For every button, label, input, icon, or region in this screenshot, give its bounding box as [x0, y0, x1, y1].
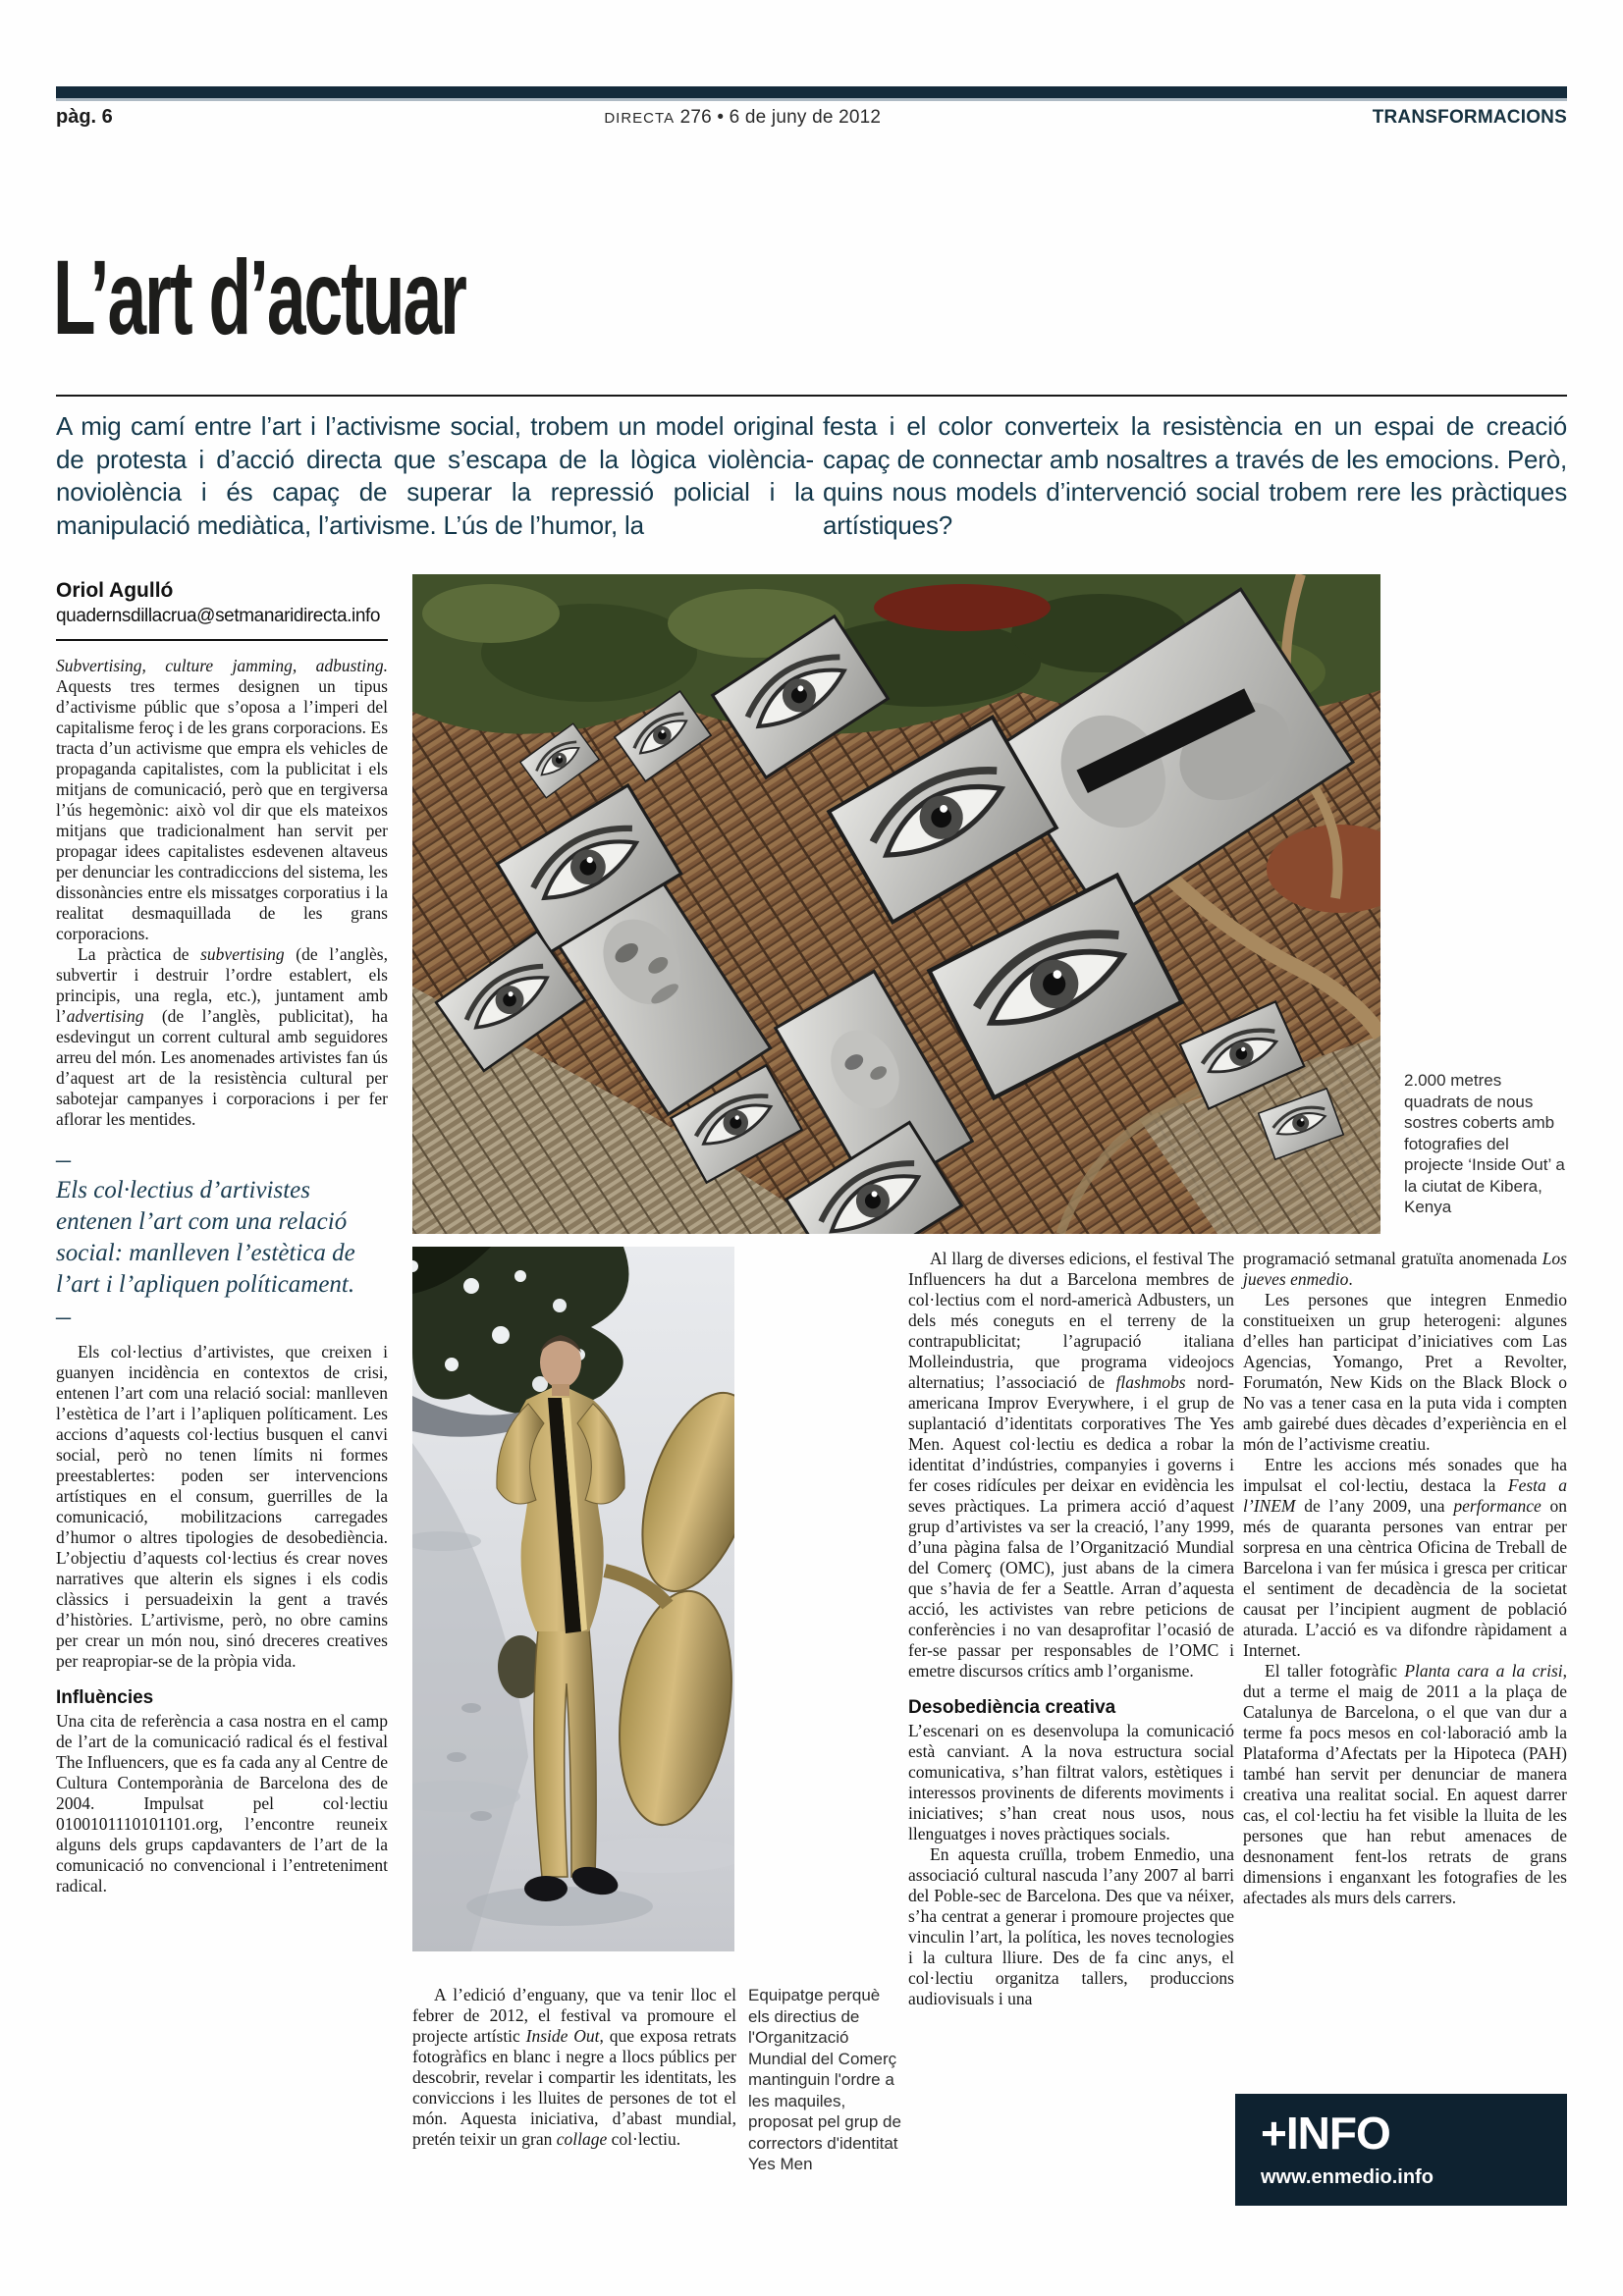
yes-men-gold-suit-photo: [412, 1247, 734, 1951]
lead-paragraph-left: A mig camí entre l’art i l’activisme social, trobem un model original de protesta i d’acció directa que s’escapa de la lògica violència-noviolència i és capaç de superar la repressió policial i la manipulació mediàtica, l’artivisme. L’ús de l’humor, la: [56, 411, 814, 540]
author-email: quadernsdillacrua@setmanaridirecta.info: [56, 606, 381, 626]
paragraph: L’escenari on es desenvolupa la comunicació està canviant. A la nova estructura social comunicativa, s’han filtrat valors, estètiques i interessos provinents de diferents moviments i iniciatives; s’han creat nous usos, nous llenguatges i noves pràctiques socials.: [908, 1721, 1234, 1843]
pull-quote: – Els col·lectius d’artivistes entenen l’art com una relació social: manlleven l’estètica de l’art i l’apliquen políticament. –: [56, 1143, 355, 1332]
info-box: [1235, 2094, 1567, 2206]
aerial-photo-kibera: [412, 574, 1380, 1234]
headline: L’art d’actuar: [53, 238, 465, 356]
lead-paragraph-right: festa i el color converteix la resistència en un espai de creació capaç de connectar amb nosaltres a través de les emocions. Però, quins nous models d’intervenció social trobem rere les pràctiques artístiques?: [823, 411, 1567, 540]
issue-info: [604, 107, 881, 129]
subheading: Desobediència creativa: [908, 1697, 1116, 1718]
subheading: Influències: [56, 1687, 154, 1708]
paragraph: Al llarg de diverses edicions, el festival The Influencers ha dut a Barcelona membres de col·lectius com el nord-americà Adbusters, un dels més coneguts en el terreny de la contrapublicitat; l’agrupació italiana Molleindustria, que programa videojocs alternatius; l’associació de flashmobs nord-americana Improv Everywhere, i el grup de suplantació d’identitats corporatives The Yes Men. Aquest col·lectiu es dedica a robar la identitat d’indústries, companyies i governs i fer coses ridícules per deixar en evidència les seves pràctiques. La primera acció d’aquest grup d’artivistes va ser la creació, l’any 1999, d’una pàgina falsa de l’Organització Mundial del Comerç (OMC), just abans de la cimera que s’havia de fer a Seattle. Arran d’aquesta acció, les activistes van rebre peticions de conferències i no van desaprofitar l’ocasió de fer-se passar per responsables de l’OMC i emetre discursos crítics amb l’organisme.: [908, 1249, 1235, 1681]
issue-date: 276 • 6 de juny de 2012: [679, 107, 882, 128]
author-name: Oriol Agulló: [56, 579, 174, 602]
paragraph: Subvertising, culture jamming, adbusting. Aquests tres termes designen un tipus d’activisme públic que s’oposa a l’imperi del capitalisme feroç i de les grans corporacions. Es tracta d’un activisme que empra els vehicles de propaganda capitalistes, com la publicitat i els mitjans de comunicació, però que en tergiversa l’ús hegemònic: això vol dir que els mateixos mitjans que tradicionalment han servit per propagar idees capitalistes esdevenen altaveus per denunciar les contradiccions del sistema, les dissonàncies entre els missatges corporatius i la realitat desmaquillada de les grans corporacions.: [56, 656, 388, 943]
paragraph: En aquesta cruïlla, trobem Enmedio, una associació cultural nascuda l’any 2007 al barri del Poble-sec de Barcelona. Des que va néixer, s’ha centrat a generar i promoure projectes que vinculin l’art, la política, les noves tecnologies i la cultura lliure. Des de fa cinc anys, el col·lectiu organitza tallers, produccions audiovisuals i una: [908, 1844, 1234, 2008]
page-header: [56, 106, 1567, 129]
body-column-2: [412, 1985, 736, 2150]
section-label: TRANSFORMACIONS: [1372, 107, 1567, 128]
gold-photo-caption: Equipatge perquè els directius de l'Organització Mundial del Comerç mantinguin l'ordre a les maquiles, proposat pel grup de correctors d'identitat Yes Men: [748, 1986, 901, 2173]
paragraph: Les persones que integren Enmedio constitueixen un grup heterogeni: algunes d’elles han participat d’iniciatives com Las Agencias, Yomango, Pret a Revolter, Forumatón, New Kids on the Black Block o No vas a tener casa en la puta vida i compten amb gairebé dues dècades d’experiència en el món de l’activisme creatiu.: [1243, 1290, 1567, 1454]
body-column-1: [56, 656, 388, 1896]
info-box-title: +INFO: [1261, 2108, 1390, 2159]
paragraph: Una cita de referència a casa nostra en el camp de l’art de la comunicació radical és el festival The Influencers, que es fa cada any al Centre de Cultura Contemporània de Barcelona des de 2004. Impulsat pel col·lectiu 0100101110101101.org, l’encontre reuneix alguns dels grups capdavanters de l’art de la comunicació no convencional i l’entreteniment radical.: [56, 1711, 388, 1896]
paragraph: El taller fotogràfic Planta cara a la crisi, dut a terme el maig de 2011 a la plaça de Catalunya de Barcelona, o el que van dur a terme fa pocs mesos en col·laboració amb la Plataforma d’Afectats per la Hipoteca (PAH) també han servit per denunciar de manera creativa una realitat social. En aquest darrer cas, el col·lectiu ha fet visible la lluita de les persones que han rebut amenaces de desnonament fent-los retrats de grans dimensions i enganxant les fotografies de les afectades als murs dels carrers.: [1243, 1661, 1567, 1907]
aerial-photo-caption: 2.000 metres quadrats de nous sostres coberts amb fotografies del projecte ‘Inside Out’ a la ciutat de Kibera, Kenya: [1404, 1071, 1565, 1216]
masthead-name: DIRECTA: [604, 110, 676, 127]
top-bar: [56, 86, 1567, 101]
paragraph: Els col·lectius d’artivistes, que creixen i guanyen incidència en contextos de crisi, entenen l’art com una relació social: manlleven l’estètica de l’art i l’apliquen políticament. Les accions d’aquests col·lectius busquen el canvi social, però no tenen límits ni formes preestablertes: poden ser intervencions artístiques en el consum, guerrilles de la comunicació, mobilitzacions carregades d’humor o altres tipologies de desobediència. L’objectiu d’aquests col·lectius és crear noves narratives que alterin els signes i els codis clàssics i persuadeixin la gent a través d’històries. L’artivisme, però, no obre camins per crear un món nou, sinó dreceres creatives per reapropiar-se de la pròpia vida.: [56, 1342, 388, 1671]
info-box-url: www.enmedio.info: [1261, 2166, 1434, 2188]
paragraph: La pràctica de subvertising (de l’anglès, subvertir i destruir l’ordre establert, els principis, una regla, etc.), juntament amb l’advertising (de l’anglès, publicitat), ha esdevingut un corrent cultural amb seguidores arreu del món. Les anomenades artivistes fan ús d’aquest art de la resistència cultural per sabotejar campanyes i corporacions i per fer aflorar les mentides.: [56, 944, 388, 1129]
paragraph: A l’edició d’enguany, que va tenir lloc el febrer de 2012, el festival va promoure el projecte artístic Inside Out, que exposa retrats fotogràfics en blanc i negre a llocs públics per descobrir, revelar i compartir les identitats, les conviccions i les lluites de persones de tot el món. Aquesta iniciativa, d’abast mundial, pretén teixir un gran collage col·lectiu.: [412, 1985, 736, 2149]
body-column-3: [908, 1249, 1234, 2009]
paragraph: programació setmanal gratuïta anomenada Los jueves enmedio.: [1243, 1249, 1567, 1289]
body-column-4: [1243, 1249, 1567, 1908]
paragraph: Entre les accions més sonades que ha impulsat el col·lectiu, destaca la Festa a l’INEM de l’any 2009, una performance on més de quaranta persones van entrar per sorpresa en una cèntrica Oficina de Treball de Barcelona i van fer música i gresca per criticar el sentiment de decadència de la societat causat per l’incipient augment de població aturada. L’acció es va difondre ràpidament a Internet.: [1243, 1455, 1567, 1660]
page-number: pàg. 6: [56, 106, 113, 128]
headline-rule: [56, 395, 1567, 397]
byline: [56, 579, 388, 641]
